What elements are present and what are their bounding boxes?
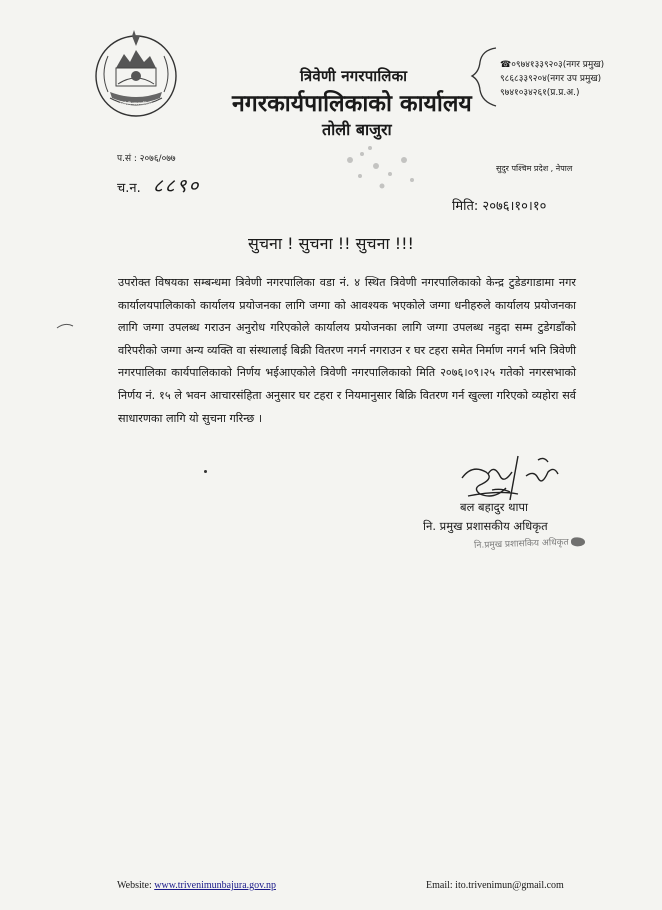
faded-stamp-mark bbox=[330, 130, 448, 198]
phone-list bbox=[500, 58, 604, 100]
patra-sankhya: प.सं : २०७६/०७७ bbox=[117, 154, 176, 164]
emblem-caption: त्रिवेणी नगरपालिका bbox=[120, 102, 152, 107]
brace-mark bbox=[458, 44, 498, 110]
footer-website bbox=[117, 880, 276, 891]
phone-number: ☎०९७४१३३९२०३(नगर प्रमुख) bbox=[500, 60, 605, 70]
website-label: Website: bbox=[117, 880, 152, 891]
notice-body bbox=[118, 272, 576, 430]
signatory-title: नि. प्रमुख प्रशासकीय अधिकृत bbox=[423, 519, 548, 533]
phone-number: ९७४१०३४२६१(प्र.प्र.अ.) bbox=[500, 88, 580, 98]
email-address[interactable]: ito.trivenimun@gmail.com bbox=[455, 880, 564, 891]
office-title: नगरकार्यपालिकाको कार्यालय bbox=[232, 91, 472, 117]
official-seal-stamp bbox=[474, 534, 585, 551]
seal-text: नि.प्रमुख प्रशासकिय अधिकृत bbox=[473, 537, 569, 551]
ink-dot bbox=[204, 470, 207, 473]
notice-title: सुचना ! सुचना !! सुचना !!! bbox=[248, 234, 414, 253]
website-link[interactable]: www.trivenimunbajura.gov.np bbox=[154, 880, 276, 891]
signatory-name: बल बहादुर थापा bbox=[460, 500, 528, 514]
seal-ink-blot bbox=[571, 537, 585, 546]
footer-email bbox=[426, 880, 564, 891]
notice-paragraph: उपरोक्त विषयका सम्बन्धमा त्रिवेणी नगरपालिका वडा नं. ४ स्थित त्रिवेणी नगरपालिकाको केन्द्र टुडेडगाडामा नगर कार्यालयपालिकाको कार्यालय प्रयोजनका लागि जग्गा को आवश्यक भएकोले जग्गा धनीहरुले कार्यालय प्रयोजनका लागि जग्गा उपलब्ध गराउन अनुरोध गरिएकोले कार्यालय प्रयोजनका लागि जग्गा उपलब्ध नहुदा सम्म टुडेगडाँको वरिपरीको जग्गा अन्य व्यक्ति वा संस्थालाई बिक्री वितरण नगर्न नगराउन र घर टहरा समेत निर्माण नगर्न भनि त्रिवेणी नगरपालिका कार्यपालिकाको निर्णय भईआएकोले त्रिवेणी नगरपालिकाको मिति २०७६।०९।२५ गतेको नगरसभाको निर्णय नं. १५ ले भवन आचारसंहिता अनुसार घर टहरा र नियमानुसार बिक्रि वितरण गर्न खुल्ला गरिएको व्यहोरा सर्व साधारणका लागि यो सुचना गरिन्छ । bbox=[118, 276, 576, 425]
chalani-number: ८८९० bbox=[152, 175, 201, 197]
letter-date: मिति: २०७६।१०।१० bbox=[452, 199, 547, 214]
email-label: Email: bbox=[426, 880, 453, 891]
chalani-label: च.न. bbox=[117, 181, 141, 196]
municipality-emblem-icon bbox=[88, 26, 184, 122]
office-name: त्रिवेणी नगरपालिका bbox=[300, 67, 408, 85]
chalani-number-row bbox=[117, 172, 200, 198]
phone-number: ९८६८३३९२०४(नगर उप प्रमुख) bbox=[500, 74, 602, 84]
province-text: सुदुर पश्चिम प्रदेश , नेपाल bbox=[496, 164, 573, 173]
margin-mark bbox=[56, 322, 74, 330]
office-place: तोली बाजुरा bbox=[322, 120, 392, 139]
